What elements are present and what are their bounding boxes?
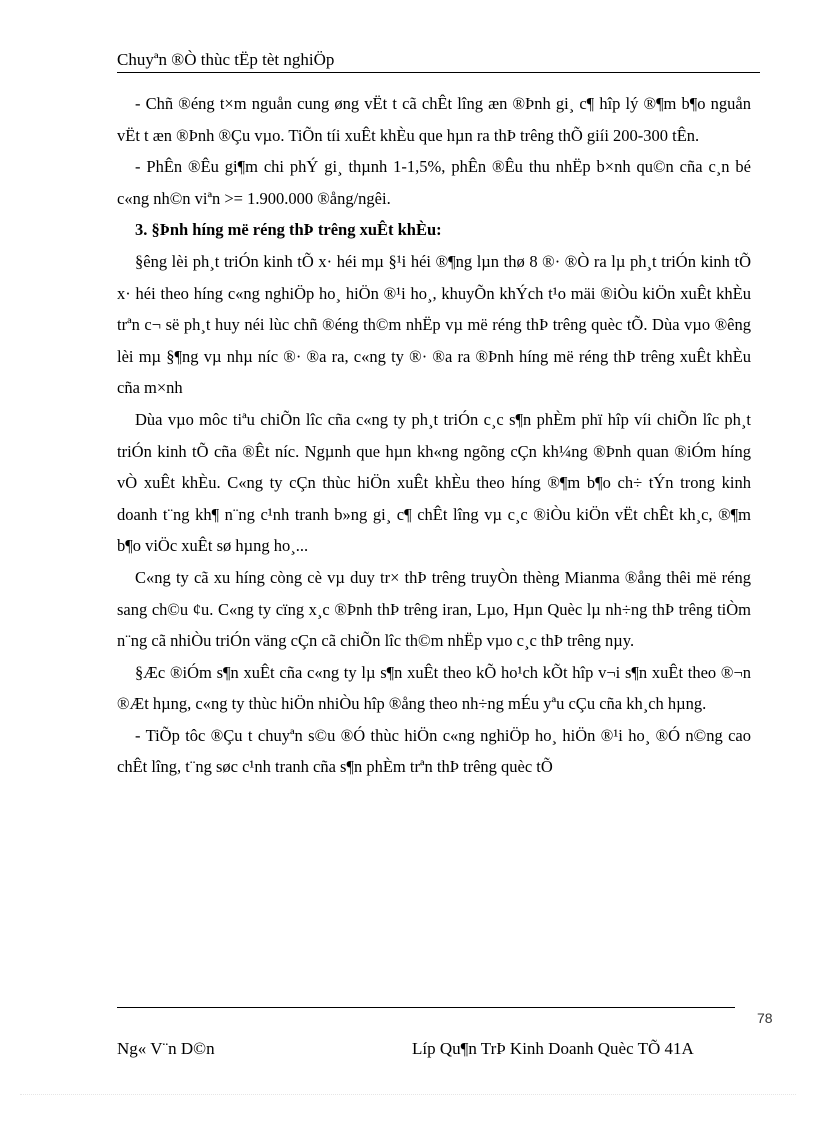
footer-divider [117, 1007, 735, 1008]
body-paragraph-strategy: Dùa vµo môc tiªu chiÕn lîc cña c«ng ty ph¸t triÓn c¸c s¶n phÈm phï hîp víi chiÕn lîc ph¸t triÓn kinh tÕ cña ®Êt níc. Ngµnh que hµn kh«ng ngõng cÇn kh¼ng ®Þnh quan ®iÓm híng vÒ xuÊt khÈu. C«ng ty cÇn thùc hiÖn xuÊt khÈu theo híng ®¶m b¶o ch÷ tÝn trong kinh doanh t¨ng kh¶ n¨ng c¹nh tranh b»ng gi¸ c¶ chÊt lîng vµ c¸c ®iÒu kiÖn vËt chÊt kh¸c, ®¶m b¶o viÖc xuÊt sø hµng ho¸... [117, 409, 751, 556]
body-paragraph-markets: C«ng ty cã xu híng còng cè vµ duy tr× thÞ trêng truyÒn thèng Mianma ®ång thêi më réng sang ch©u ¢u. C«ng ty cïng x¸c ®Þnh thÞ trêng iran, Lµo, Hµn Quèc lµ nh÷ng thÞ trêng tiÒm n¨ng cã nhiÒu triÓn väng cÇn cã chiÕn lîc th©m nhËp vµo c¸c thÞ trêng nµy. [117, 567, 751, 651]
footer-author: Ng« V¨n D©n [117, 1039, 215, 1058]
header-divider [117, 72, 760, 73]
footer-class-name: Líp Qu¶n TrÞ Kinh Doanh Quèc TÕ 41A [412, 1039, 694, 1058]
document-body [117, 88, 751, 783]
body-paragraph-investment: - TiÕp tôc ®Çu t chuyªn s©u ®Ó thùc hiÖn c«ng nghiÖp ho¸ hiÖn ®¹i ho¸ ®Ó n©ng cao chÊt lîng, t¨ng søc c¹nh tranh cña s¶n phÈm trªn thÞ trêng quèc tÕ [117, 725, 751, 777]
bottom-dotted-border [20, 1094, 796, 1095]
bullet-paragraph-supply: - Chñ ®éng t×m nguån cung øng vËt t cã chÊt lîng æn ®Þnh gi¸ c¶ hîp lý ®¶m b¶o nguån vËt t æn ®Þnh ®Çu vµo. TiÕn tíi xuÊt khÈu que hµn ra thÞ trêng thÕ giíi 200-300 tÊn. [117, 94, 751, 145]
body-paragraph-production: §Æc ®iÓm s¶n xuÊt cña c«ng ty lµ s¶n xuÊt theo kÕ ho¹ch kÕt hîp v¬i s¶n xuÊt theo ®¬n ®Æt hµng, c«ng ty thùc hiÖn nhiÒu hîp ®ång theo nh÷ng mÉu yªu cÇu cña kh¸ch hµng. [117, 662, 751, 714]
bullet-paragraph-cost: - PhÊn ®Êu gi¶m chi phÝ gi¸ thµnh 1-1,5%, phÊn ®Êu thu nhËp b×nh qu©n cña c¸n bé c«ng nh©n viªn >= 1.900.000 ®ång/ngêi. [117, 157, 751, 208]
section-heading: 3. §Þnh híng më réng thÞ trêng xuÊt khÈu: [135, 220, 442, 240]
body-paragraph-policy: §êng lèi ph¸t triÓn kinh tÕ x· héi mµ §¹i héi ®¶ng lµn thø 8 ®· ®Ò ra lµ ph¸t triÓn kinh tÕ x· héi theo híng c«ng nghiÖp ho¸ hiÖn ®¹i ho¸, khuyÕn khÝch t¹o mäi ®iÒu kiÖn xuÊt khÈu trªn c¬ së ph¸t huy néi lùc chñ ®éng th©m nhËp vµ më réng thÞ trêng quèc tÕ. Dùa vµo ®êng lèi mµ §¶ng vµ nhµ níc ®· ®a ra, c«ng ty ®· ®a ra ®Þnh híng më réng thÞ trêng xuÊt khÈu cña m×nh [117, 251, 751, 398]
header-title: Chuyªn ®Ò thùc tËp tèt nghiÖp [117, 50, 335, 69]
page-number: 78 [757, 1010, 773, 1026]
